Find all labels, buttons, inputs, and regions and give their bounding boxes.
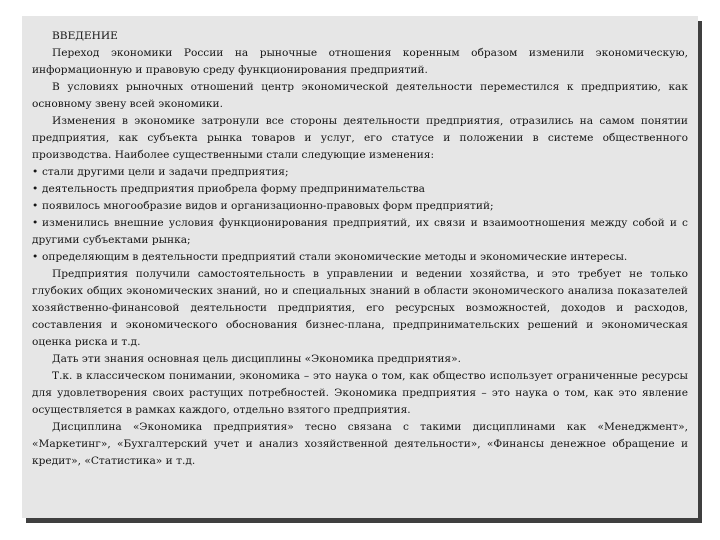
list-item-text: изменились внешние условия функционирования предприятий, их связи и взаимоотношения между собой и с другими субъектами рынка; [32, 217, 688, 246]
bullet-icon: • [32, 251, 39, 263]
list-item-text: появилось многообразие видов и организационно-правовых форм предприятий; [42, 200, 494, 212]
list-item [32, 215, 688, 249]
paragraph-discipline-goal: Дать эти знания основная цель дисциплины «Экономика предприятия». [52, 353, 461, 365]
document-heading: ВВЕДЕНИЕ [52, 30, 118, 42]
paragraph-economics-definition: Т.к. в классическом понимании, экономика – это наука о том, как общество использует ограниченные ресурсы для удовлетворения своих растущих потребностей. Экономика предприятия – это наука о том, как это явление осуществляется в рамках каждого, отдельно взятого предприятия. [32, 370, 688, 416]
list-item-text: деятельность предприятия приобрела форму предпринимательства [42, 183, 425, 195]
paragraph-independence: Предприятия получили самостоятельность в управлении и ведении хозяйства, и это требует не только глубоких общих экономических знаний, но и специальных знаний в области экономического анализа показателей хозяйственно-финансовой деятельности предприятия, его ресурсных возможностей, доходов и расходов, составления и экономического обоснования бизнес-плана, предпринимательских решений и экономическая оценка риска и т.д. [32, 268, 688, 348]
list-item [32, 249, 688, 266]
list-item-text: определяющим в деятельности предприятий стали экономические методы и экономические интересы. [42, 251, 628, 263]
paragraph-related-disciplines: Дисциплина «Экономика предприятия» тесно связана с такими дисциплинами как «Менеджмент», «Маркетинг», «Бухгалтерский учет и анализ хозяйственной деятельности», «Финансы денежное обращение и кредит», «Статистика» и т.д. [32, 421, 688, 467]
document-body [32, 28, 688, 470]
list-item [32, 198, 688, 215]
slide-panel [22, 16, 698, 518]
list-item-text: стали другими цели и задачи предприятия; [42, 166, 289, 178]
paragraph-market-relations: В условиях рыночных отношений центр экономической деятельности переместился к предприятию, как основному звену всей экономики. [32, 81, 688, 110]
list-item [32, 181, 688, 198]
paragraph-changes: Изменения в экономике затронули все стороны деятельности предприятия, отразились на самом понятии предприятия, как субъекта рынка товаров и услуг, его статусе и положении в системе общественного производства. Наиболее существенными стали следующие изменения: [32, 115, 688, 161]
bullet-icon: • [32, 200, 39, 212]
bullet-icon: • [32, 166, 39, 178]
bullet-icon: • [32, 217, 39, 229]
paragraph-transition: Переход экономики России на рыночные отношения коренным образом изменили экономическую, информационную и правовую среду функционирования предприятий. [32, 47, 688, 76]
bullet-icon: • [32, 183, 39, 195]
list-item [32, 164, 688, 181]
